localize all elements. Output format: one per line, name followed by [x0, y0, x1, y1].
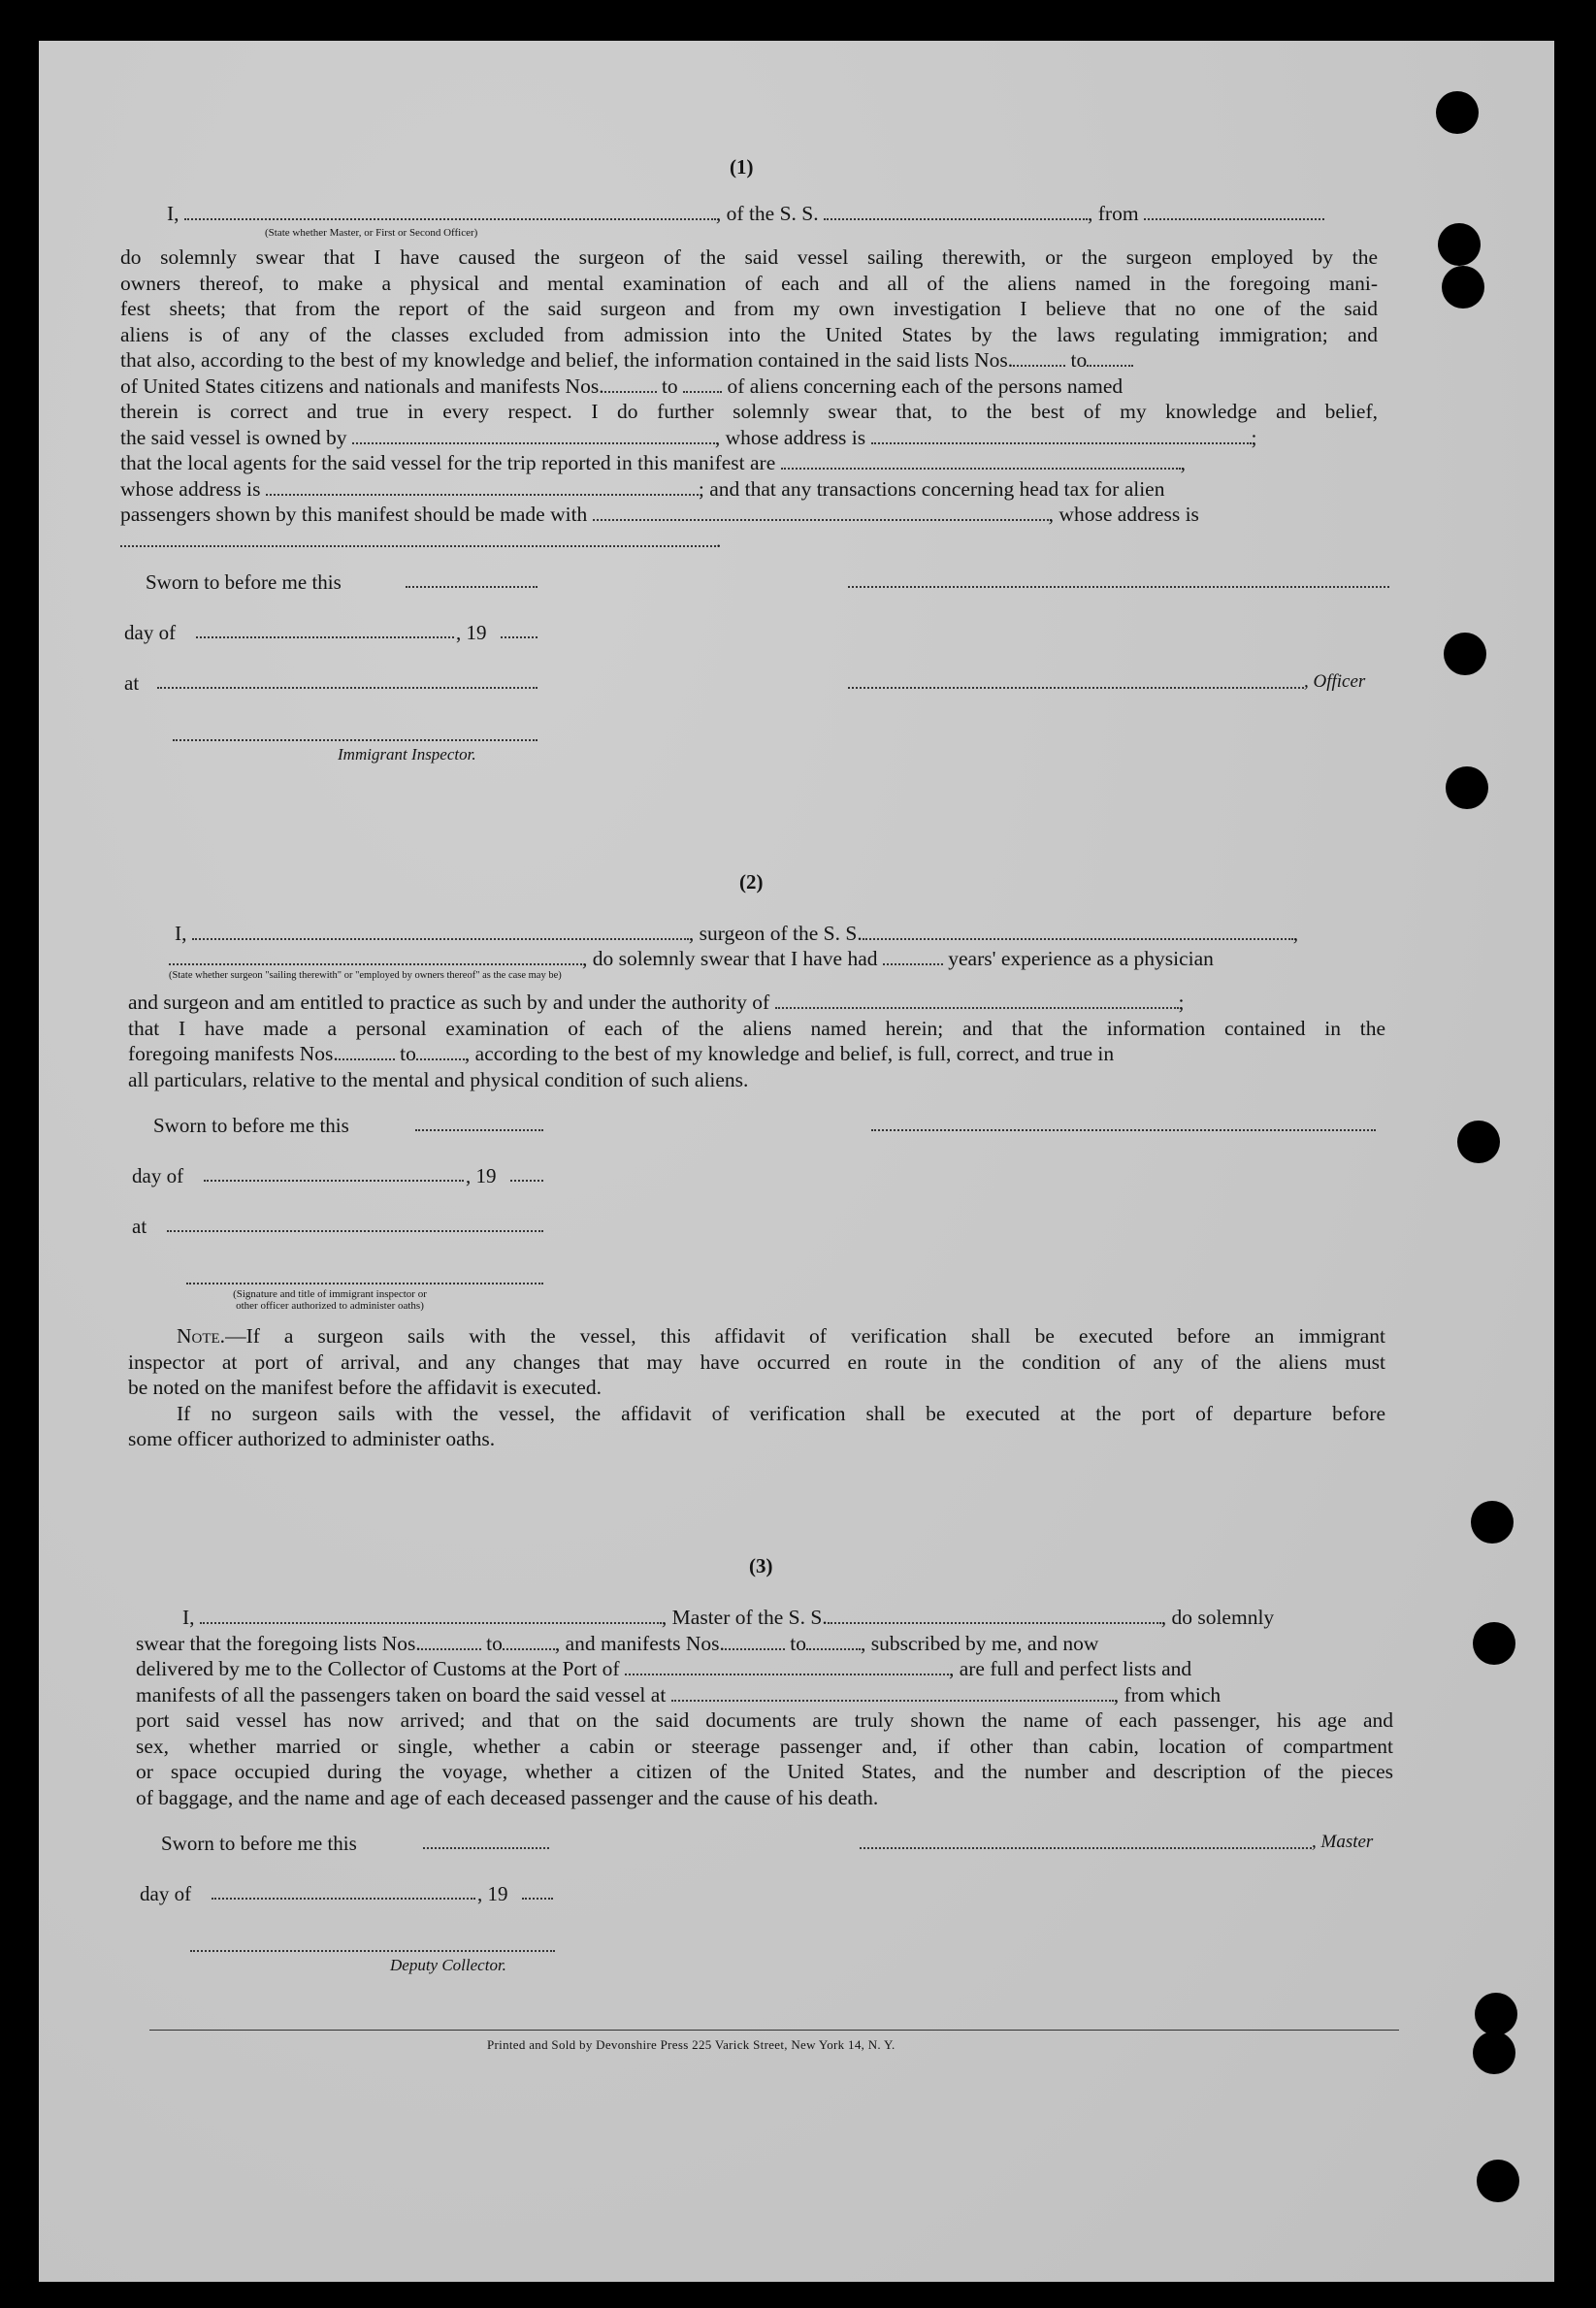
head-tax-contact-field[interactable]: [593, 503, 1049, 521]
surgeon-name-field[interactable]: [192, 922, 689, 940]
section-3-text-line: [136, 1631, 1098, 1657]
section-1-text: passengers shown by this manifest should be made with: [120, 503, 588, 526]
section-3-text: , subscribed by me, and now: [860, 1631, 1099, 1655]
deputy-signature-line[interactable]: [190, 1950, 555, 1952]
section-1-text: ; and that any transactions concerning head tax for alien: [698, 476, 1165, 501]
section-3-line1: [182, 1605, 1391, 1631]
section-3-text-line: port said vessel has now arrived; and that on the said documents are truly shown the name of each passenger, his age and: [136, 1708, 1393, 1732]
section-1-text: , whose address is: [714, 425, 866, 449]
section-2-text: to: [400, 1042, 416, 1065]
year-field[interactable]: [510, 1180, 543, 1182]
section-2-text: , surgeon of the S. S.: [688, 922, 863, 945]
signature-note-line: (Signature and title of immigrant inspector or: [233, 1288, 427, 1300]
punch-hole: [1438, 223, 1481, 266]
master-signature-line[interactable]: [860, 1847, 1312, 1849]
inspector-label: Immigrant Inspector.: [338, 745, 476, 764]
manifest-affidavit-sheet: [39, 41, 1554, 2282]
lists-from-field[interactable]: [421, 1632, 481, 1650]
surgeon-note: (State whether surgeon "sailing therewith" or "employed by owners thereof" as the case may be): [169, 970, 562, 981]
day-of-label: day of: [124, 621, 177, 644]
note-line: some officer authorized to administer oaths.: [128, 1427, 496, 1450]
section-3-text-line: sex, whether married or single, whether a cabin or steerage passenger and, if other than cabin, location of compartment: [136, 1734, 1393, 1758]
section-2-text-line: [128, 1041, 1114, 1067]
section-1-text: ;: [1251, 425, 1257, 449]
note-line: inspector at port of arrival, and any changes that may have occurred en route in the condition of any of the aliens must: [128, 1349, 1385, 1374]
section-1-text: , whose address is: [1048, 503, 1199, 526]
day-of-month-field[interactable]: [196, 636, 454, 638]
year-field[interactable]: [522, 1898, 553, 1900]
section-2-text: foregoing manifests Nos.: [128, 1042, 339, 1065]
officer-label: , Officer: [1304, 671, 1366, 692]
surgeon-status-field[interactable]: [169, 947, 582, 965]
section-1-text: ,: [1180, 451, 1186, 474]
surgeon-vessel-field[interactable]: [863, 922, 1293, 940]
at-label: at: [132, 1215, 147, 1238]
punch-hole: [1477, 2160, 1519, 2202]
section-1-text-line: owners thereof, to make a physical and mental examination of each and all of the aliens named in the foregoing mani-: [120, 271, 1378, 295]
sworn-date-field[interactable]: [415, 1129, 543, 1131]
section-3-text-line: [136, 1656, 1191, 1682]
printer-imprint: Printed and Sold by Devonshire Press 225 Varick Street, New York 14, N. Y.: [487, 2037, 896, 2052]
master-name-field[interactable]: [200, 1606, 662, 1624]
officer-name-field[interactable]: [184, 202, 716, 220]
day-of-month-field[interactable]: [212, 1898, 475, 1900]
section-1-text-line: [120, 528, 721, 554]
manifests-to-field[interactable]: [683, 374, 722, 393]
note-line: If no surgeon sails with the vessel, the affidavit of verification shall be executed at the port of departure before: [177, 1401, 1385, 1425]
section-2-text: , according to the best of my knowledge and belief, is full, correct, and true in: [464, 1042, 1115, 1065]
section-3-text: to: [486, 1631, 503, 1655]
port-field[interactable]: [625, 1657, 949, 1675]
owner-address-field[interactable]: [871, 426, 1252, 444]
punch-hole: [1442, 266, 1484, 309]
section-1-text-line: do solemnly swear that I have caused the surgeon of the said vessel sailing therewith, or the surgeon employed by the: [120, 245, 1378, 269]
section-1-text-line: [120, 374, 1123, 400]
section-1-text-line: fest sheets; that from the report of the said surgeon and from my own investigation I believe that no one of the said: [120, 297, 1378, 320]
section-1-text-line: [120, 450, 1186, 476]
year-label: , 19: [477, 1882, 508, 1905]
sworn-label: Sworn to before me this: [161, 1832, 357, 1855]
sworn-label: Sworn to before me this: [146, 570, 342, 594]
officer-signature-line[interactable]: [848, 586, 1389, 588]
officer-title-line[interactable]: [848, 687, 1304, 689]
section-2-text: and surgeon and am entitled to practice as such by and under the authority of: [128, 991, 770, 1014]
manifests-from-field[interactable]: [339, 1042, 395, 1060]
punch-hole: [1446, 766, 1488, 809]
section-3-text: swear that the foregoing lists Nos.: [136, 1631, 421, 1655]
punch-hole: [1457, 1121, 1500, 1163]
signature-note-line: other officer authorized to administer oaths): [236, 1300, 424, 1312]
section-3-i: I,: [182, 1606, 195, 1629]
section-1-text-line: therein is correct and true in every respect. I do further solemnly swear that, to the best of my knowledge and belief,: [120, 400, 1378, 423]
lists-to-field[interactable]: [1087, 348, 1133, 367]
section-2-text-line: that I have made a personal examination of each of the aliens named herein; and that the information contained in the: [128, 1016, 1385, 1040]
signature-note: [213, 1288, 446, 1312]
section-1-text: that also, according to the best of my knowledge and belief, the information contained in the said lists Nos.: [120, 348, 1014, 372]
section-3-text-line: [136, 1682, 1221, 1708]
sworn-date-field[interactable]: [406, 586, 537, 588]
punch-hole: [1475, 1993, 1517, 2035]
embark-port-field[interactable]: [671, 1683, 1114, 1702]
authority-field[interactable]: [775, 991, 1179, 1009]
at-place-field[interactable]: [157, 687, 537, 689]
section-1-text: that the local agents for the said vessel for the trip reported in this manifest are: [120, 451, 776, 474]
section-1-text: whose address is: [120, 476, 261, 501]
lists-to-field[interactable]: [503, 1632, 555, 1650]
inspector-signature-line[interactable]: [173, 739, 537, 741]
section-1-text: of aliens concerning each of the persons named: [727, 374, 1124, 398]
sworn-date-field[interactable]: [423, 1847, 549, 1849]
section-3-text: , and manifests Nos.: [554, 1631, 725, 1655]
master-vessel-field[interactable]: [828, 1606, 1161, 1624]
section-3-number: (3): [749, 1554, 773, 1577]
port-from-field[interactable]: [1144, 202, 1324, 220]
section-1-text-line: [120, 502, 1199, 528]
year-label: , 19: [456, 621, 487, 644]
section-3-text: manifests of all the passengers taken on board the said vessel at: [136, 1682, 667, 1707]
years-experience-field[interactable]: [883, 947, 943, 965]
inspector-signature-line[interactable]: [186, 1283, 543, 1284]
section-2-number: (2): [739, 870, 764, 894]
note-line: [177, 1323, 1385, 1349]
section-2-line1: [175, 922, 1298, 946]
section-1-text-line: [120, 476, 1164, 503]
section-3-text-line: of baggage, and the name and age of each deceased passenger and the cause of his death.: [136, 1785, 879, 1809]
year-label: , 19: [466, 1164, 497, 1187]
footer-rule: [149, 2030, 1399, 2031]
section-1-of-ss: , of the S. S.: [715, 202, 819, 225]
section-2-text: , do solemnly swear that I have had: [582, 947, 878, 970]
day-of-month-field[interactable]: [204, 1180, 464, 1182]
note-line: be noted on the manifest before the affidavit is executed.: [128, 1376, 602, 1399]
day-of-label: day of: [140, 1882, 192, 1905]
head-tax-address-field[interactable]: [120, 529, 716, 547]
section-3-text: delivered by me to the Collector of Customs at the Port of: [136, 1657, 620, 1680]
punch-hole: [1471, 1501, 1514, 1544]
section-1-text: the said vessel is owned by: [120, 425, 347, 449]
manifests-to-field[interactable]: [416, 1042, 465, 1060]
punch-hole: [1444, 633, 1486, 675]
day-of-label: day of: [132, 1164, 184, 1187]
section-1-text: .: [716, 528, 722, 552]
year-field[interactable]: [501, 636, 537, 638]
section-2-text: ,: [1292, 922, 1299, 945]
section-2-line2: [169, 947, 1214, 971]
at-label: at: [124, 671, 140, 695]
section-3-text: , are full and perfect lists and: [948, 1657, 1192, 1680]
local-agents-field[interactable]: [781, 451, 1181, 470]
section-1-text-line: [120, 425, 1256, 451]
section-1-text: to: [1070, 348, 1088, 372]
surgeon-signature-line[interactable]: [871, 1129, 1376, 1131]
section-2-text: ;: [1178, 991, 1185, 1014]
section-2-text-line: all particulars, relative to the mental and physical condition of such aliens.: [128, 1067, 749, 1091]
section-1-text: of United States citizens and nationals and manifests Nos.: [120, 374, 604, 398]
manifests-from-field[interactable]: [604, 374, 657, 393]
section-1-text-line: [120, 347, 1133, 374]
section-3-text: , do solemnly: [1160, 1606, 1275, 1629]
section-3-text: to: [790, 1631, 806, 1655]
section-1-line1: [167, 202, 1324, 226]
section-1-number: (1): [730, 155, 754, 179]
owner-name-field[interactable]: [352, 426, 715, 444]
note-text: —If a surgeon sails with the vessel, this affidavit of verification shall be executed before an immigrant: [225, 1324, 1385, 1348]
punch-hole: [1436, 91, 1479, 134]
officer-note: (State whether Master, or First or Second Officer): [265, 227, 478, 239]
section-3-text: , Master of the S. S.: [661, 1606, 828, 1629]
lists-from-field[interactable]: [1013, 348, 1065, 367]
vessel-name-field[interactable]: [824, 202, 1088, 220]
section-1-text: to: [661, 374, 678, 398]
manifests-to-field[interactable]: [806, 1632, 861, 1650]
at-place-field[interactable]: [167, 1230, 543, 1232]
section-2-i: I,: [175, 922, 187, 945]
section-1-i: I,: [167, 202, 179, 225]
master-label: , Master: [1312, 1832, 1374, 1852]
manifests-from-field[interactable]: [725, 1632, 785, 1650]
punch-hole: [1473, 1622, 1515, 1665]
section-1-text-line: aliens is of any of the classes excluded from admission into the United States by the laws regulating immigration; and: [120, 322, 1378, 346]
sworn-label: Sworn to before me this: [153, 1114, 349, 1137]
section-1-from: , from: [1088, 202, 1139, 225]
note-label: Note.: [177, 1324, 226, 1348]
agents-address-field[interactable]: [266, 477, 699, 496]
punch-hole: [1473, 2032, 1515, 2074]
section-2-text: years' experience as a physician: [948, 947, 1214, 970]
section-3-text: , from which: [1113, 1682, 1221, 1707]
section-3-text-line: or space occupied during the voyage, whether a citizen of the United States, and the number and description of the pieces: [136, 1760, 1393, 1783]
deputy-label: Deputy Collector.: [390, 1956, 506, 1974]
section-2-text-line: [128, 990, 1184, 1016]
